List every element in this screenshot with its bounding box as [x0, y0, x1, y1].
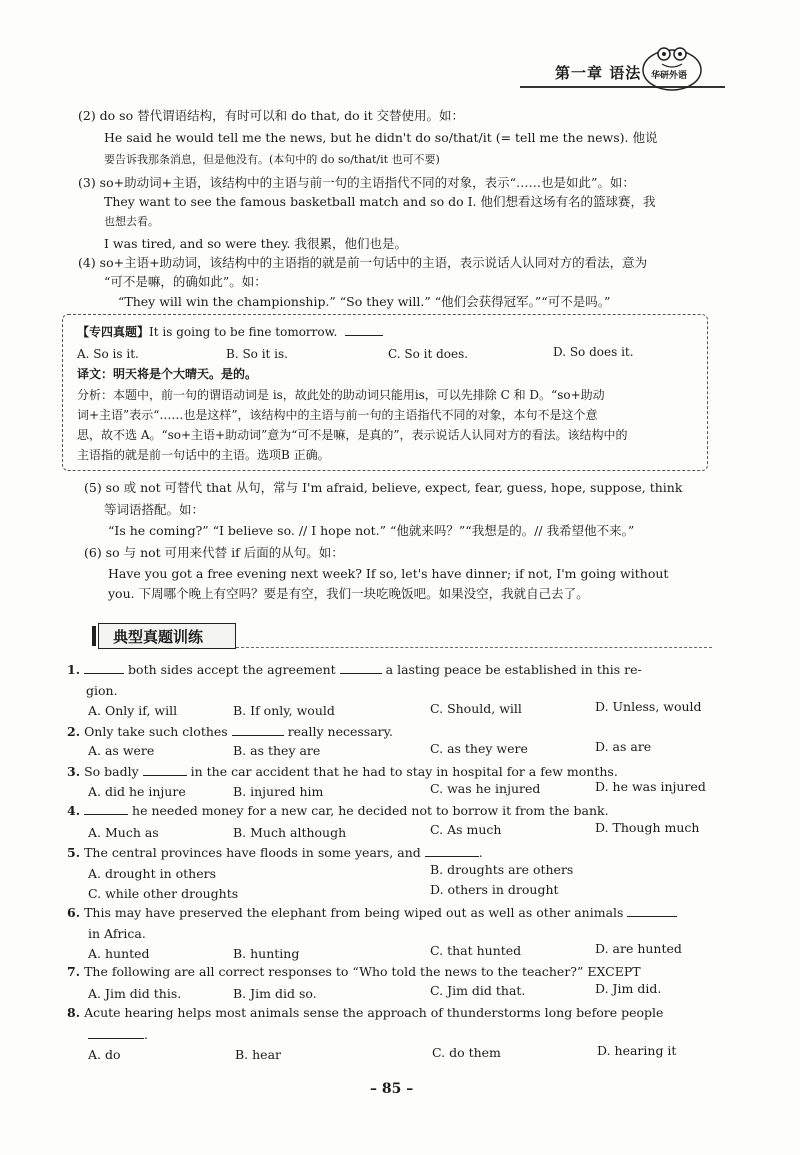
frog-logo-icon	[640, 40, 704, 92]
q8-option-b: B. hear	[235, 1047, 282, 1062]
question-6-cont: in Africa.	[88, 926, 146, 941]
question-5: 5. The central provinces have floods in some years, and .	[67, 845, 483, 860]
q5-option-c: C. while other droughts	[88, 886, 239, 901]
q6-option-b: B. hunting	[233, 946, 300, 961]
q1-option-a: A. Only if, will	[88, 703, 178, 718]
answer-blank[interactable]	[88, 1028, 144, 1039]
exam-translation: 译文：明天将是个大晴天。是的。	[77, 367, 258, 381]
answer-blank[interactable]	[84, 663, 124, 674]
q4-option-c: C. As much	[430, 822, 502, 837]
answer-blank[interactable]	[143, 765, 187, 776]
exam-tag: 【专四真题】	[77, 325, 150, 339]
q3-option-b: B. injured him	[233, 784, 324, 799]
question-1: 1. both sides accept the agreement a lasting peace be established in this re-	[67, 662, 642, 677]
question-2: 2. Only take such clothes really necessary.	[67, 724, 394, 739]
grammar-p3-line3: 也想去看。	[104, 215, 159, 228]
q8-option-d: D. hearing it	[597, 1043, 677, 1058]
q2-option-b: B. as they are	[233, 743, 321, 758]
q6-option-a: A. hunted	[88, 946, 150, 961]
q1-option-b: B. If only, would	[233, 703, 335, 718]
exam-analysis-2: 词+主语”表示“……也是这样”，该结构中的主语与前一句的主语指代不同的对象，本句不是这个意	[77, 408, 598, 422]
exam-analysis-3: 思，故不选 A。“so+主语+助动词”意为“可不是嘛，是真的”，表示说话人认同对方的看法。该结构中的	[77, 428, 628, 442]
question-6: 6. This may have preserved the elephant from being wiped out as well as other animals	[67, 905, 677, 921]
exam-question	[77, 324, 383, 340]
section-title: 典型真题训练	[98, 623, 236, 649]
q3-option-d: D. he was injured	[595, 779, 706, 794]
grammar-p6-line1: (6) so 与 not 可用来代替 if 后面的从句。如：	[84, 545, 344, 560]
grammar-p6-line2: Have you got a free evening next week? If so, let's have dinner; if not, I'm going without	[108, 566, 669, 581]
q6-option-d: D. are hunted	[595, 941, 682, 956]
exam-option-a: A. So is it.	[77, 347, 139, 361]
grammar-p3-line2: They want to see the famous basketball match and so do I. 他们想看这场有名的篮球赛，我	[104, 194, 656, 209]
q6-option-c: C. that hunted	[430, 943, 522, 958]
page-number: – 85 –	[370, 1081, 414, 1097]
exam-option-c: C. So it does.	[388, 347, 469, 361]
q1-option-c: C. Should, will	[430, 701, 522, 716]
q4-option-b: B. Much although	[233, 825, 347, 840]
exam-analysis-1: 分析：本题中，前一句的谓语动词是 is，故此处的助动词只能用is，可以先排除 C 和 D。“so+助动	[77, 388, 605, 402]
banner-bar	[92, 626, 96, 646]
question-7: 7. The following are all correct responses to “Who told the news to the teacher?” EXCEPT	[67, 964, 641, 979]
logo-text: 华研外语	[651, 71, 688, 81]
q3-option-c: C. was he injured	[430, 781, 541, 796]
question-8: 8. Acute hearing helps most animals sense the approach of thunderstorms long before people	[67, 1005, 664, 1020]
grammar-p5-line3: “Is he coming?” “I believe so. // I hope not.” “他就来吗？”“我想是的。// 我希望他不来。”	[108, 523, 635, 538]
grammar-p4-line2: “可不是嘛，的确如此”。如：	[104, 274, 267, 289]
question-1-cont: gion.	[86, 683, 118, 698]
grammar-p3-line4: I was tired, and so were they. 我很累，他们也是。	[104, 236, 407, 251]
q4-option-d: D. Though much	[595, 820, 700, 835]
q5-option-b: B. droughts are others	[430, 862, 574, 877]
answer-blank[interactable]	[627, 906, 677, 917]
grammar-p5-line2: 等词语搭配。如：	[104, 502, 205, 517]
q2-option-c: C. as they were	[430, 741, 528, 756]
answer-blank[interactable]	[345, 325, 383, 336]
answer-blank[interactable]	[425, 846, 479, 857]
q7-option-a: A. Jim did this.	[88, 986, 182, 1001]
q7-option-c: C. Jim did that.	[430, 983, 526, 998]
exam-option-b: B. So it is.	[226, 347, 288, 361]
q2-option-d: D. as are	[595, 739, 652, 754]
grammar-p6-line3: you. 下周哪个晚上有空吗？要是有空，我们一块吃晚饭吧。如果没空，我就自己去了。	[108, 586, 589, 601]
question-3: 3. So badly in the car accident that he had to stay in hospital for a few months.	[67, 764, 618, 779]
answer-blank[interactable]	[84, 804, 128, 815]
grammar-p4-line3: “They will win the championship.” “So they will.” “他们会获得冠军。”“可不是吗。”	[118, 294, 611, 309]
exam-option-d: D. So does it.	[553, 345, 634, 359]
q5-option-a: A. drought in others	[88, 866, 216, 881]
grammar-p2-line1: (2) do so 替代谓语结构，有时可以和 do that, do it 交替使用。如：	[78, 108, 465, 123]
q7-option-d: D. Jim did.	[595, 981, 662, 996]
answer-blank[interactable]	[340, 663, 382, 674]
question-8-cont: .	[88, 1027, 148, 1042]
q7-option-b: B. Jim did so.	[233, 986, 317, 1001]
grammar-p5-line1: (5) so 或 not 可替代 that 从句，常与 I'm afraid, believe, expect, fear, guess, hope, suppose, think	[84, 480, 683, 495]
q8-option-c: C. do them	[432, 1045, 501, 1060]
grammar-p3-line1: (3) so+助动词+主语，该结构中的主语与前一句的主语指代不同的对象，表示“……也是如此”。如：	[78, 175, 635, 190]
grammar-p4-line1: (4) so+主语+助动词，该结构中的主语指的就是前一句话中的主语，表示说话人认同对方的看法，意为	[78, 255, 648, 270]
exam-analysis-4: 主语指的就是前一句话中的主语。选项B 正确。	[77, 448, 330, 462]
exam-question-text: It is going to be fine tomorrow.	[149, 325, 338, 339]
q3-option-a: A. did he injure	[88, 784, 186, 799]
q4-option-a: A. Much as	[88, 825, 159, 840]
grammar-p2-line2: He said he would tell me the news, but he didn't do so/that/it (= tell me the news). 他说	[104, 130, 658, 145]
question-4: 4. he needed money for a new car, he decided not to borrow it from the bank.	[67, 803, 609, 818]
q2-option-a: A. as were	[88, 743, 155, 758]
q8-option-a: A. do	[88, 1047, 121, 1062]
q5-option-d: D. others in drought	[430, 882, 559, 897]
section-rule	[236, 647, 712, 648]
chapter-title: 第一章 语法	[555, 64, 642, 82]
answer-blank[interactable]	[232, 725, 284, 736]
q1-option-d: D. Unless, would	[595, 699, 702, 714]
grammar-p2-line3: 要告诉我那条消息，但是他没有。(本句中的 do so/that/it 也可不要)	[104, 153, 440, 166]
